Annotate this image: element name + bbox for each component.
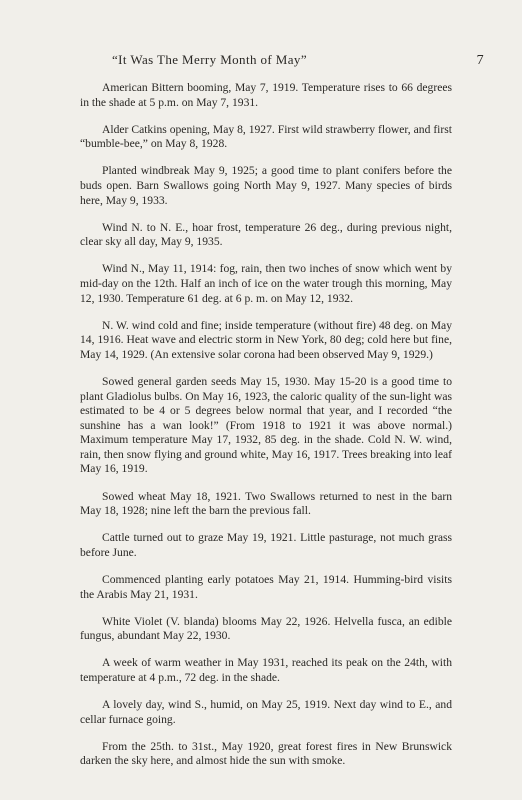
paragraph: From the 25th. to 31st., May 1920, great forest fires in New Brunswick darken the sky here, and almost hide the sun with smoke. bbox=[80, 739, 452, 768]
paragraph: Commenced planting early potatoes May 21, 1914. Humming-bird visits the Arabis May 21, 1931. bbox=[80, 572, 452, 601]
page-body bbox=[80, 81, 452, 781]
paragraph: A lovely day, wind S., humid, on May 25, 1919. Next day wind to E., and cellar furnace going. bbox=[80, 698, 452, 726]
paragraph: Sowed wheat May 18, 1921. Two Swallows returned to nest in the barn May 18, 1928; nine left the barn the previous fall. bbox=[80, 489, 452, 518]
paragraph: Planted windbreak May 9, 1925; a good time to plant conifers before the buds open. Barn Swallows going North May 9, 1927. Many species of birds here, May 9, 1933. bbox=[80, 164, 452, 207]
page-number: 7 bbox=[476, 53, 484, 68]
paragraph: N. W. wind cold and fine; inside temperature (without fire) 48 deg. on May 14, 1916. Heat wave and electric storm in New York, 80 deg; cold here but fine, May 14, 1929. (An extensive solar corona had been observed May 9, 1929.) bbox=[80, 318, 452, 361]
paragraph: American Bittern booming, May 7, 1919. Temperature rises to 66 degrees in the shade at 5 p.m. on May 7, 1931. bbox=[80, 81, 452, 109]
running-header bbox=[112, 52, 484, 69]
paragraph: A week of warm weather in May 1931, reached its peak on the 24th, with temperature at 4 p.m., 72 deg. in the shade. bbox=[80, 656, 452, 684]
paragraph: Alder Catkins opening, May 8, 1927. First wild strawberry flower, and first “bumble-bee,” on May 8, 1928. bbox=[80, 122, 452, 151]
paragraph: Sowed general garden seeds May 15, 1930. May 15-20 is a good time to plant Gladiolus bulbs. On May 16, 1923, the caloric quality of the sun-light was estimated to be 4 or 5 degrees below normal that year, and I recorded “the sunshine has a wan look!” (From 1918 to 1921 it was above normal.) Maximum temperature May 17, 1932, 85 deg. in the shade. Cold N. W. wind, rain, then snow flying and ground white, May 16, 1917. Trees breaking into leaf May 16, 1919. bbox=[80, 374, 452, 476]
running-title: “It Was The Merry Month of May” bbox=[112, 52, 307, 67]
paragraph: Wind N. to N. E., hoar frost, temperature 26 deg., during previous night, clear sky all day, May 9, 1935. bbox=[80, 220, 452, 249]
paragraph: Wind N., May 11, 1914: fog, rain, then two inches of snow which went by mid-day on the 12th. Half an inch of ice on the water trough this morning, May 12, 1930. Temperature 61 deg. at 6 p. m. on May 12, 1932. bbox=[80, 262, 452, 305]
paragraph: White Violet (V. blanda) blooms May 22, 1926. Helvella fusca, an edible fungus, abundant May 22, 1930. bbox=[80, 614, 452, 643]
paragraph: Cattle turned out to graze May 19, 1921. Little pasturage, not much grass before June. bbox=[80, 531, 452, 559]
